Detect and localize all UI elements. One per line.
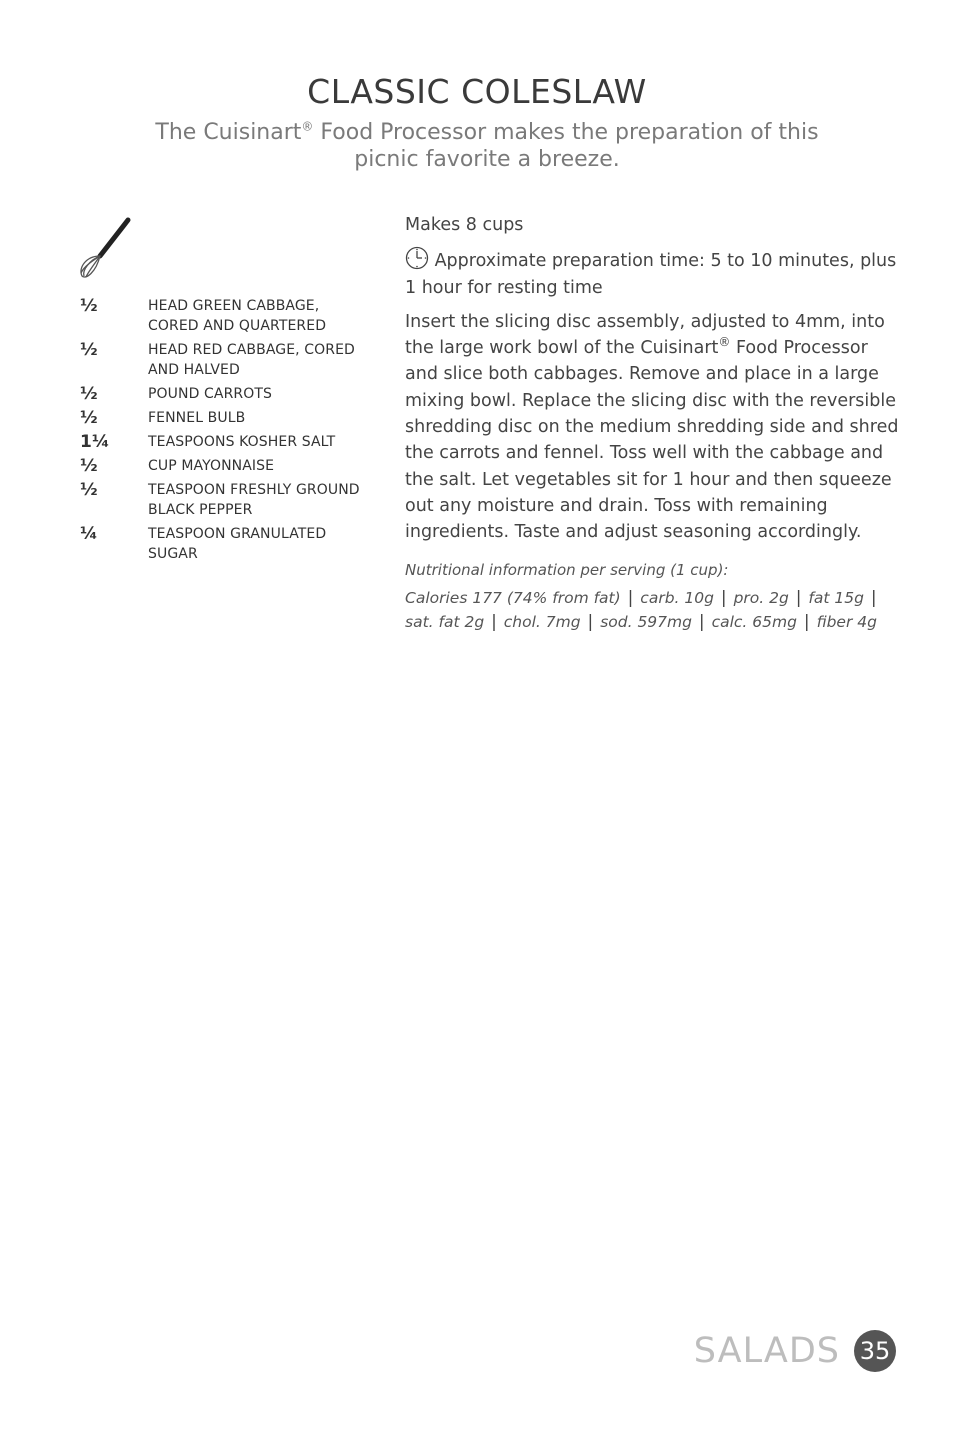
- nutrition-separator: |: [627, 587, 634, 608]
- nutrition-separator: |: [720, 587, 727, 608]
- ingredient-row: [80, 296, 360, 336]
- nutrition-separator: |: [698, 611, 705, 632]
- clock-icon: [405, 246, 429, 270]
- registered-mark: ®: [301, 119, 314, 134]
- prep-time-text: Approximate preparation time: 5 to 10 minutes, plus 1 hour for resting time: [405, 251, 897, 298]
- page-number: 35: [854, 1330, 896, 1372]
- nutrition-item: pro. 2g: [733, 588, 789, 607]
- ingredient-row: [80, 384, 360, 404]
- ingredient-row: [80, 456, 360, 476]
- nutrition-item: Calories 177 (74% from fat): [405, 588, 621, 607]
- ingredient-row: [80, 340, 360, 380]
- ingredient-name: POUND CARROTS: [148, 386, 272, 402]
- ingredient-name: TEASPOON GRANULATED SUGAR: [148, 526, 327, 562]
- whisk-icon: [78, 216, 134, 280]
- ingredient-quantity: ½: [80, 480, 98, 500]
- nutrition-item: chol. 7mg: [503, 612, 581, 631]
- subtitle-text-start: The Cuisinart: [155, 120, 302, 145]
- nutrition-separator: |: [870, 587, 877, 608]
- section-label: SALADS: [693, 1331, 840, 1371]
- nutrition-item: sod. 597mg: [600, 612, 692, 631]
- nutrition-separator: |: [587, 611, 594, 632]
- ingredient-name: CUP MAYONNAISE: [148, 458, 275, 474]
- ingredient-quantity: ½: [80, 384, 98, 404]
- registered-mark: ®: [718, 335, 731, 350]
- ingredient-row: [80, 524, 360, 564]
- nutrition-separator: |: [795, 587, 802, 608]
- nutrition-separator: |: [491, 611, 497, 632]
- nutrition-item: carb. 10g: [640, 588, 714, 607]
- nutrition-item: calc. 65mg: [711, 612, 797, 631]
- ingredient-name: TEASPOONS KOSHER SALT: [148, 434, 336, 450]
- ingredient-quantity: ½: [80, 456, 98, 476]
- nutrition-item: sat. fat 2g: [405, 612, 485, 631]
- nutrition-separator: |: [803, 611, 810, 632]
- ingredient-list: [80, 296, 360, 568]
- nutrition-line-2: [405, 610, 900, 634]
- nutrition-item: fat 15g: [808, 588, 864, 607]
- nutrition-heading: Nutritional information per serving (1 cup):: [405, 560, 729, 579]
- instructions-text-end: Food Processor and slice both cabbages. Remove and place in a large mixing bowl. Replace the slicing disc with the reversible shredding disc on the medium shredding side and shred the carrots and fennel. Toss well with the cabbage and the salt. Let vegetables sit for 1 hour and then squeeze out any moisture and drain. Toss with remaining ingredients. Taste and adjust seasoning accordingly.: [405, 338, 899, 543]
- ingredient-quantity: ¼: [80, 524, 98, 544]
- ingredient-name: HEAD GREEN CABBAGE, CORED AND QUARTERED: [148, 298, 327, 334]
- ingredient-quantity: ½: [80, 296, 98, 316]
- recipe-body: [405, 212, 900, 634]
- ingredient-quantity: ½: [80, 340, 98, 360]
- ingredient-name: HEAD RED CABBAGE, CORED AND HALVED: [148, 342, 355, 378]
- ingredient-row: [80, 432, 360, 452]
- instructions: [405, 309, 900, 546]
- recipe-title: CLASSIC COLESLAW: [307, 72, 647, 111]
- ingredient-name: TEASPOON FRESHLY GROUND BLACK PEPPER: [148, 482, 360, 518]
- subtitle-text-end: Food Processor makes the preparation of this picnic favorite a breeze.: [313, 120, 819, 172]
- recipe-yield: Makes 8 cups: [405, 215, 524, 235]
- nutrition-item: fiber 4g: [816, 612, 877, 631]
- nutrition-line-1: [405, 586, 900, 610]
- ingredient-quantity: ½: [80, 408, 98, 428]
- page-footer: [694, 1330, 896, 1372]
- recipe-subtitle: [150, 119, 824, 173]
- ingredient-row: [80, 480, 360, 520]
- ingredient-quantity: 1¼: [80, 432, 110, 452]
- instructions-text-start: Insert the slicing disc assembly, adjusted to 4mm, into the large work bowl of the Cuisinart: [405, 311, 885, 359]
- ingredient-row: [80, 408, 360, 428]
- ingredient-name: FENNEL BULB: [148, 410, 246, 426]
- prep-time: [405, 246, 900, 301]
